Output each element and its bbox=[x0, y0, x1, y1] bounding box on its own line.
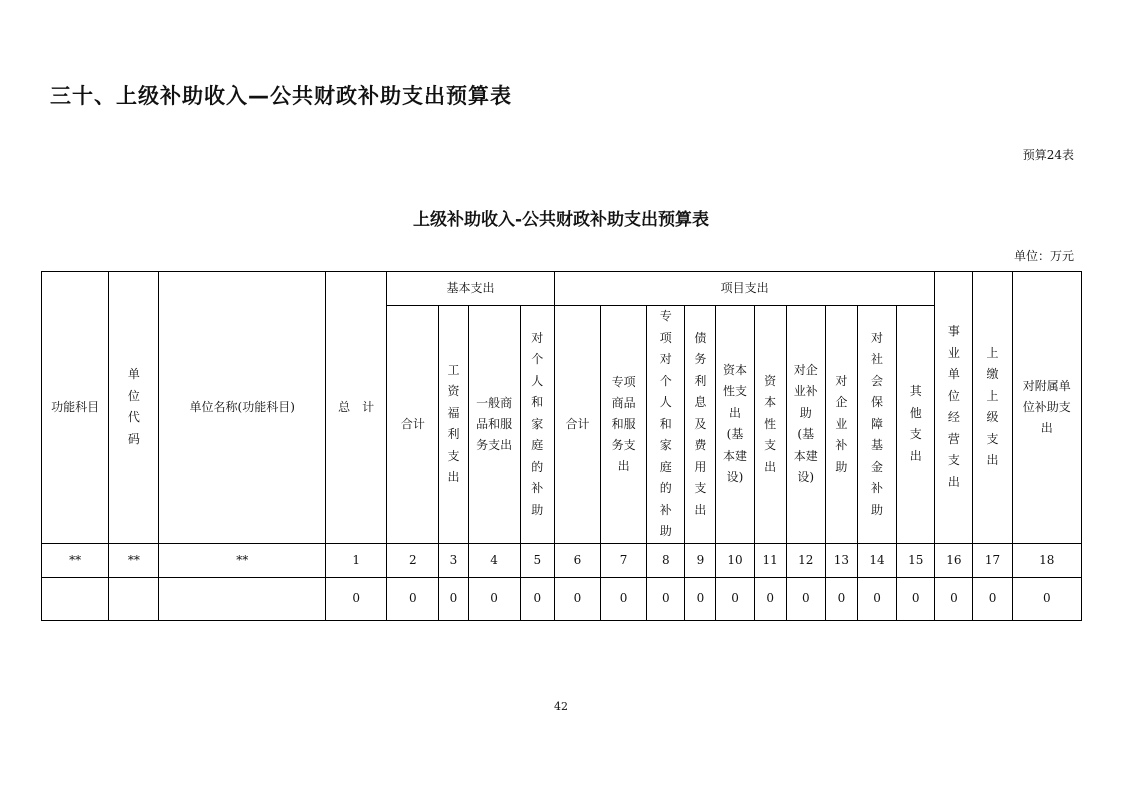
data-cell: 0 bbox=[647, 577, 685, 620]
header-goods-services: 一般商品和服务支出 bbox=[468, 306, 520, 544]
unit-label: 单位：万元 bbox=[1013, 249, 1074, 263]
header-wages: 工资福利支出 bbox=[439, 306, 468, 544]
header-capital-basic: 资本性支出(基本建设) bbox=[716, 306, 754, 544]
data-cell: 0 bbox=[786, 577, 825, 620]
data-cell bbox=[42, 577, 109, 620]
header-basic-group: 基本支出 bbox=[387, 272, 555, 306]
header-affiliate: 对附属单位补助支出 bbox=[1012, 272, 1081, 544]
form-number: 预算24表 bbox=[1022, 148, 1074, 162]
data-cell: 0 bbox=[754, 577, 786, 620]
header-unit-name: 单位名称(功能科目) bbox=[159, 272, 326, 544]
header-social-security: 对社会保障基金补助 bbox=[857, 306, 896, 544]
data-cell: 0 bbox=[935, 577, 973, 620]
index-cell: 17 bbox=[973, 543, 1012, 577]
header-total: 总 计 bbox=[326, 272, 387, 544]
index-cell: 12 bbox=[786, 543, 825, 577]
header-func-subject: 功能科目 bbox=[42, 272, 109, 544]
index-cell: 4 bbox=[468, 543, 520, 577]
header-higher-payment: 上缴上级支出 bbox=[973, 272, 1012, 544]
header-individual-subsidy: 对个人和家庭的补助 bbox=[520, 306, 554, 544]
data-cell: 0 bbox=[601, 577, 647, 620]
index-cell: 15 bbox=[897, 543, 935, 577]
header-capital: 资本性支出 bbox=[754, 306, 786, 544]
page-number: 42 bbox=[554, 700, 568, 713]
index-cell: 5 bbox=[520, 543, 554, 577]
data-cell: 0 bbox=[439, 577, 468, 620]
header-project-group: 项目支出 bbox=[554, 272, 934, 306]
header-debt-interest: 债务利息及费用支出 bbox=[685, 306, 716, 544]
index-cell: 10 bbox=[716, 543, 754, 577]
index-cell: ** bbox=[42, 543, 109, 577]
index-cell: 14 bbox=[857, 543, 896, 577]
data-cell: 0 bbox=[825, 577, 857, 620]
header-project-subtotal: 合计 bbox=[554, 306, 600, 544]
header-special-individual: 专项对个人和家庭的补助 bbox=[647, 306, 685, 544]
index-cell: 16 bbox=[935, 543, 973, 577]
data-cell: 0 bbox=[685, 577, 716, 620]
index-cell: ** bbox=[109, 543, 159, 577]
index-cell: 11 bbox=[754, 543, 786, 577]
data-cell: 0 bbox=[387, 577, 439, 620]
table-title: 上级补助收入-公共财政补助支出预算表 bbox=[412, 210, 710, 230]
index-cell: 13 bbox=[825, 543, 857, 577]
data-cell: 0 bbox=[857, 577, 896, 620]
data-cell: 0 bbox=[468, 577, 520, 620]
index-cell: 6 bbox=[554, 543, 600, 577]
header-special-goods: 专项商品和服务支出 bbox=[601, 306, 647, 544]
index-cell: 18 bbox=[1012, 543, 1081, 577]
data-cell: 0 bbox=[326, 577, 387, 620]
index-cell: ** bbox=[159, 543, 326, 577]
table-row-data bbox=[42, 577, 1082, 620]
index-cell: 2 bbox=[387, 543, 439, 577]
data-cell: 0 bbox=[716, 577, 754, 620]
data-cell: 0 bbox=[973, 577, 1012, 620]
data-cell: 0 bbox=[520, 577, 554, 620]
header-other: 其他支出 bbox=[897, 306, 935, 544]
data-cell bbox=[159, 577, 326, 620]
header-business-unit: 事业单位经营支出 bbox=[935, 272, 973, 544]
index-cell: 3 bbox=[439, 543, 468, 577]
header-enterprise-basic: 对企业补助(基本建设) bbox=[786, 306, 825, 544]
index-cell: 8 bbox=[647, 543, 685, 577]
header-enterprise: 对企业补助 bbox=[825, 306, 857, 544]
index-cell: 1 bbox=[326, 543, 387, 577]
header-unit-code: 单位代码 bbox=[109, 272, 159, 544]
data-cell: 0 bbox=[554, 577, 600, 620]
data-cell bbox=[109, 577, 159, 620]
data-cell: 0 bbox=[897, 577, 935, 620]
budget-table bbox=[41, 271, 1082, 621]
section-title: 三十、上级补助收入—公共财政补助支出预算表 bbox=[50, 84, 512, 108]
data-cell: 0 bbox=[1012, 577, 1081, 620]
header-basic-subtotal: 合计 bbox=[387, 306, 439, 544]
table-row-index bbox=[42, 543, 1082, 577]
index-cell: 7 bbox=[601, 543, 647, 577]
index-cell: 9 bbox=[685, 543, 716, 577]
